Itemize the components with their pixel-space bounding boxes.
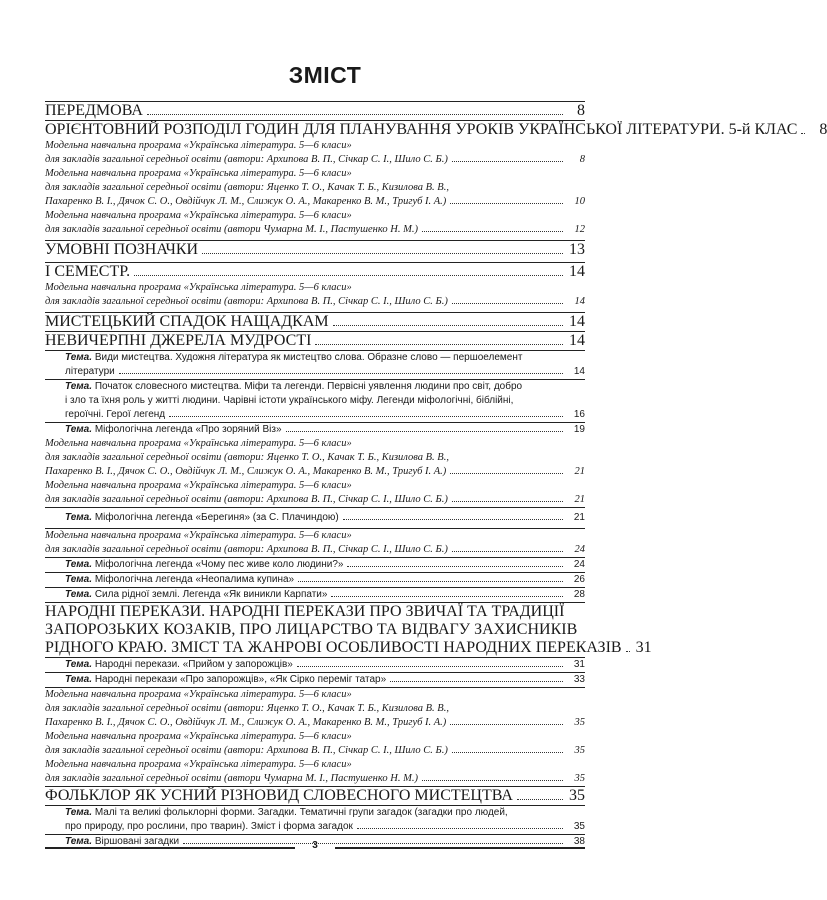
topic-label: Тема. xyxy=(65,512,93,523)
toc-line xyxy=(45,437,585,451)
topic-label: Тема. xyxy=(65,836,93,847)
toc-text: літератури xyxy=(65,366,115,377)
toc-entry-section xyxy=(45,312,585,331)
topic-label: Тема. xyxy=(65,807,93,818)
toc-text: І СЕМЕСТР. xyxy=(45,263,131,280)
dot-leader xyxy=(286,431,563,432)
toc-line xyxy=(65,558,585,572)
toc-line xyxy=(45,451,585,465)
toc-page-number: 31 xyxy=(635,639,652,656)
toc-page-number: 26 xyxy=(573,574,585,585)
toc-text: НЕВИЧЕРПНІ ДЖЕРЕЛА МУДРОСТІ xyxy=(45,332,312,349)
toc-text: Пахаренко В. І., Дячок С. О., Овдійчук Л. М., Слижук О. А., Макаренко В. М., Тригуб І. А.) xyxy=(45,196,447,207)
dot-leader xyxy=(801,133,805,134)
toc-page-number: 13 xyxy=(569,241,585,258)
page-footer xyxy=(45,840,585,856)
toc-entry-section xyxy=(45,331,585,350)
toc-line xyxy=(45,621,585,639)
topic-label: Тема. xyxy=(65,381,93,392)
dot-leader xyxy=(452,303,563,304)
toc-page-number: 8 xyxy=(577,102,585,119)
toc-entry-topic xyxy=(45,587,585,602)
footer-rule-right xyxy=(335,847,585,849)
toc-line xyxy=(45,223,585,237)
toc-entry-prog xyxy=(45,139,585,167)
toc-entry-prog xyxy=(45,209,585,237)
toc-entry-section xyxy=(45,101,585,120)
topic-label: Тема. xyxy=(65,424,93,435)
dot-leader xyxy=(517,799,563,800)
toc-line xyxy=(65,673,585,687)
toc-text: ОРІЄНТОВНИЙ РОЗПОДІЛ ГОДИН ДЛЯ ПЛАНУВАННЯ УРОКІВ УКРАЇНСЬКОЇ ЛІТЕРАТУРИ. 5-й КЛАС xyxy=(45,121,798,138)
dot-leader xyxy=(452,752,563,753)
toc-line xyxy=(45,688,585,702)
dot-leader xyxy=(134,275,563,276)
toc-entry-topic xyxy=(45,422,585,437)
dot-leader xyxy=(450,473,563,474)
toc-line xyxy=(65,351,585,365)
toc-entry-prog xyxy=(45,281,585,309)
topic-label: Тема. xyxy=(65,574,93,585)
toc-entry-topic xyxy=(45,805,585,834)
page-title: ЗМІСТ xyxy=(288,62,362,88)
toc-entry-prog xyxy=(45,730,585,758)
toc-text: Модельна навчальна програма «Українська література. 5—6 класи» xyxy=(45,168,352,179)
dot-leader xyxy=(626,651,630,652)
topic-label: Тема. xyxy=(65,589,93,600)
toc-text: Міфологічна легенда «Про зоряний Віз» xyxy=(94,424,282,435)
dot-leader xyxy=(315,344,563,345)
toc-line xyxy=(65,588,585,602)
toc-line xyxy=(65,658,585,672)
dot-leader xyxy=(357,828,563,829)
toc-line xyxy=(45,167,585,181)
toc-entry-prog xyxy=(45,437,585,479)
toc-text: Модельна навчальна програма «Українська література. 5—6 класи» xyxy=(45,689,352,700)
toc-page-number: 10 xyxy=(574,196,585,207)
page-number: 3 xyxy=(312,840,318,851)
toc-line xyxy=(65,573,585,587)
toc-entry-prog xyxy=(45,687,585,730)
dot-leader xyxy=(422,231,563,232)
toc-page-number: 24 xyxy=(574,544,585,555)
toc-line xyxy=(65,806,585,820)
toc-line xyxy=(45,730,585,744)
toc-line xyxy=(65,380,585,394)
toc-line xyxy=(45,479,585,493)
toc-line xyxy=(45,529,585,543)
toc-text: Малі та великі фольклорні форми. Загадки. Тематичні групи загадок (загадки про людей, xyxy=(94,807,508,818)
toc-text: для закладів загальної середньої освіти (автори: Яценко Т. О., Качак Т. Б., Кизилова В. В., xyxy=(45,182,449,193)
toc-text: для закладів загальної середньої освіти (автори: Архипова В. П., Січкар С. І., Шило С. Б.) xyxy=(45,296,448,307)
toc-text: Модельна навчальна програма «Українська література. 5—6 класи» xyxy=(45,480,352,491)
toc-page-number: 35 xyxy=(574,773,585,784)
toc-page-number: 14 xyxy=(573,366,585,377)
toc-line xyxy=(45,281,585,295)
toc-text: і зло та їхня роль у житті людини. Чарівні істоти українського міфу. Легенди міфологічні, біблійні, xyxy=(65,395,514,406)
toc-page-number: 8 xyxy=(579,154,585,165)
toc-page-number: 35 xyxy=(574,717,585,728)
toc-entry-topic xyxy=(45,511,585,525)
toc-line xyxy=(45,121,827,139)
toc-page-number: 14 xyxy=(574,296,585,307)
toc-entry-section xyxy=(45,240,585,259)
toc-line xyxy=(65,408,585,422)
toc-line xyxy=(45,787,585,805)
toc-text: для закладів загальної середньої освіти (автори Чумарна М. І., Пастушенко Н. М.) xyxy=(45,224,418,235)
toc-text: ПЕРЕДМОВА xyxy=(45,102,143,119)
toc-page-number: 19 xyxy=(573,424,585,435)
toc-text: Види мистецтва. Художня література як мистецтво слова. Образне слово — першоелемент xyxy=(94,352,523,363)
dot-leader xyxy=(331,596,563,597)
toc-page-number: 21 xyxy=(574,494,585,505)
toc-text: Міфологічна легенда «Берегиня» (за С. Плачиндою) xyxy=(94,512,339,523)
toc-text: Народні перекази «Про запорожців», «Як Сірко переміг татар» xyxy=(94,674,387,685)
dot-leader xyxy=(422,780,563,781)
toc-page-number: 35 xyxy=(569,787,585,804)
toc-line xyxy=(45,543,585,557)
toc-text: для закладів загальної середньої освіти (автори: Архипова В. П., Січкар С. І., Шило С. Б.) xyxy=(45,494,448,505)
dot-leader xyxy=(119,373,563,374)
toc-line xyxy=(45,313,585,331)
toc-line xyxy=(45,772,585,786)
toc-line xyxy=(45,195,585,209)
toc-entry-prog xyxy=(45,479,585,508)
toc-line xyxy=(45,603,585,621)
toc-text: Віршовані загадки xyxy=(94,836,180,847)
toc-text: героїчні. Герої легенд xyxy=(65,409,166,420)
toc-page-number: 24 xyxy=(573,559,585,570)
toc-page-number: 35 xyxy=(573,821,585,832)
toc-entry-topic xyxy=(45,672,585,687)
toc-text: ФОЛЬКЛОР ЯК УСНИЙ РІЗНОВИД СЛОВЕСНОГО МИСТЕЦТВА xyxy=(45,787,513,804)
table-of-contents xyxy=(45,101,827,849)
toc-page-number: 16 xyxy=(573,409,585,420)
toc-text: Модельна навчальна програма «Українська література. 5—6 класи» xyxy=(45,210,352,221)
toc-page-number: 28 xyxy=(573,589,585,600)
toc-entry-section xyxy=(45,120,827,139)
toc-text: Модельна навчальна програма «Українська література. 5—6 класи» xyxy=(45,759,352,770)
toc-text: Народні перекази. «Прийом у запорожців» xyxy=(94,659,293,670)
dot-leader xyxy=(297,666,563,667)
toc-line xyxy=(45,241,585,259)
toc-page-number: 12 xyxy=(574,224,585,235)
toc-page-number: 14 xyxy=(569,263,585,280)
toc-line xyxy=(45,702,585,716)
toc-text: РІДНОГО КРАЮ. ЗМІСТ ТА ЖАНРОВІ ОСОБЛИВОСТІ НАРОДНИХ ПЕРЕКАЗІВ xyxy=(45,639,622,656)
toc-page-number: 33 xyxy=(573,674,585,685)
toc-entry-prog xyxy=(45,167,585,209)
toc-text: про природу, про рослини, про тварин). Зміст і форма загадок xyxy=(65,821,353,832)
toc-line xyxy=(65,820,585,834)
toc-line xyxy=(45,139,585,153)
toc-line xyxy=(65,394,585,408)
dot-leader xyxy=(347,566,563,567)
dot-leader xyxy=(169,416,563,417)
toc-text: для закладів загальної середньої освіти (автори: Архипова В. П., Січкар С. І., Шило С. Б.) xyxy=(45,544,448,555)
toc-text: Сила рідної землі. Легенда «Як виникли Карпати» xyxy=(94,589,328,600)
dot-leader xyxy=(452,501,563,502)
dot-leader xyxy=(298,581,563,582)
dot-leader xyxy=(390,681,563,682)
toc-line xyxy=(45,102,585,120)
dot-leader xyxy=(450,203,563,204)
topic-label: Тема. xyxy=(65,674,93,685)
dot-leader xyxy=(450,724,563,725)
toc-text: Міфологічна легенда «Чому пес живе коло людини?» xyxy=(94,559,344,570)
toc-entry-topic xyxy=(45,657,585,672)
toc-line xyxy=(45,263,585,281)
toc-entry-section xyxy=(45,262,585,281)
toc-entry-topic xyxy=(45,350,585,379)
toc-line xyxy=(45,332,585,350)
toc-line xyxy=(45,716,585,730)
topic-label: Тема. xyxy=(65,659,93,670)
toc-line xyxy=(65,511,585,525)
dot-leader xyxy=(333,325,563,326)
dot-leader xyxy=(147,114,563,115)
toc-line xyxy=(45,758,585,772)
dot-leader xyxy=(343,519,563,520)
toc-text: Модельна навчальна програма «Українська література. 5—6 класи» xyxy=(45,282,352,293)
toc-page-number: 14 xyxy=(569,313,585,330)
toc-text: Модельна навчальна програма «Українська література. 5—6 класи» xyxy=(45,530,352,541)
topic-label: Тема. xyxy=(65,559,93,570)
toc-entry-section xyxy=(45,786,585,805)
toc-text: УМОВНІ ПОЗНАЧКИ xyxy=(45,241,199,258)
toc-text: Пахаренко В. І., Дячок С. О., Овдійчук Л. М., Слижук О. А., Макаренко В. М., Тригуб І. А.) xyxy=(45,717,447,728)
toc-page-number: 8 xyxy=(819,121,827,138)
dot-leader xyxy=(202,253,563,254)
toc-page-number: 35 xyxy=(574,745,585,756)
toc-line xyxy=(65,365,585,379)
toc-text: НАРОДНІ ПЕРЕКАЗИ. НАРОДНІ ПЕРЕКАЗИ ПРО ЗВИЧАЇ ТА ТРАДИЦІЇ xyxy=(45,603,565,620)
toc-entry-topic xyxy=(45,379,585,422)
toc-text: для закладів загальної середньої освіти (автори: Архипова В. П., Січкар С. І., Шило С. Б.) xyxy=(45,154,448,165)
toc-text: Початок словесного мистецтва. Міфи та легенди. Первісні уявлення людини про світ, добро xyxy=(94,381,523,392)
toc-page-number: 38 xyxy=(573,836,585,847)
topic-label: Тема. xyxy=(65,352,93,363)
dot-leader xyxy=(452,551,563,552)
toc-page-number: 21 xyxy=(573,512,585,523)
toc-entry-prog xyxy=(45,758,585,786)
toc-entry-topic xyxy=(45,572,585,587)
toc-line xyxy=(45,295,585,309)
toc-text: ЗАПОРОЗЬКИХ КОЗАКІВ, ПРО ЛИЦАРСТВО ТА ВІДВАГУ ЗАХИСНИКІВ xyxy=(45,621,578,638)
toc-text: МИСТЕЦЬКИЙ СПАДОК НАЩАДКАМ xyxy=(45,313,329,330)
toc-line xyxy=(45,493,585,507)
toc-text: для закладів загальної середньої освіти (автори Чумарна М. І., Пастушенко Н. М.) xyxy=(45,773,418,784)
toc-entry-section xyxy=(45,602,652,657)
toc-text: для закладів загальної середньої освіти (автори: Яценко Т. О., Качак Т. Б., Кизилова В. В., xyxy=(45,452,449,463)
toc-page-number: 21 xyxy=(574,466,585,477)
toc-text: для закладів загальної середньої освіти (автори: Архипова В. П., Січкар С. І., Шило С. Б.) xyxy=(45,745,448,756)
toc-entry-topic xyxy=(45,557,585,572)
toc-line xyxy=(45,639,652,657)
toc-text: Модельна навчальна програма «Українська література. 5—6 класи» xyxy=(45,140,352,151)
toc-entry-prog xyxy=(45,528,585,557)
toc-text: Модельна навчальна програма «Українська література. 5—6 класи» xyxy=(45,438,352,449)
toc-line xyxy=(45,209,585,223)
toc-line xyxy=(45,465,585,479)
toc-text: Модельна навчальна програма «Українська література. 5—6 класи» xyxy=(45,731,352,742)
toc-page-number: 14 xyxy=(569,332,585,349)
toc-page-number: 31 xyxy=(573,659,585,670)
toc-line xyxy=(45,744,585,758)
toc-text: Міфологічна легенда «Неопалима купина» xyxy=(94,574,295,585)
toc-text: для закладів загальної середньої освіти (автори: Яценко Т. О., Качак Т. Б., Кизилова В. В., xyxy=(45,703,449,714)
toc-text: Пахаренко В. І., Дячок С. О., Овдійчук Л. М., Слижук О. А., Макаренко В. М., Тригуб І. А.) xyxy=(45,466,447,477)
toc-line xyxy=(45,153,585,167)
toc-line xyxy=(65,423,585,437)
dot-leader xyxy=(452,161,563,162)
toc-line xyxy=(45,181,585,195)
